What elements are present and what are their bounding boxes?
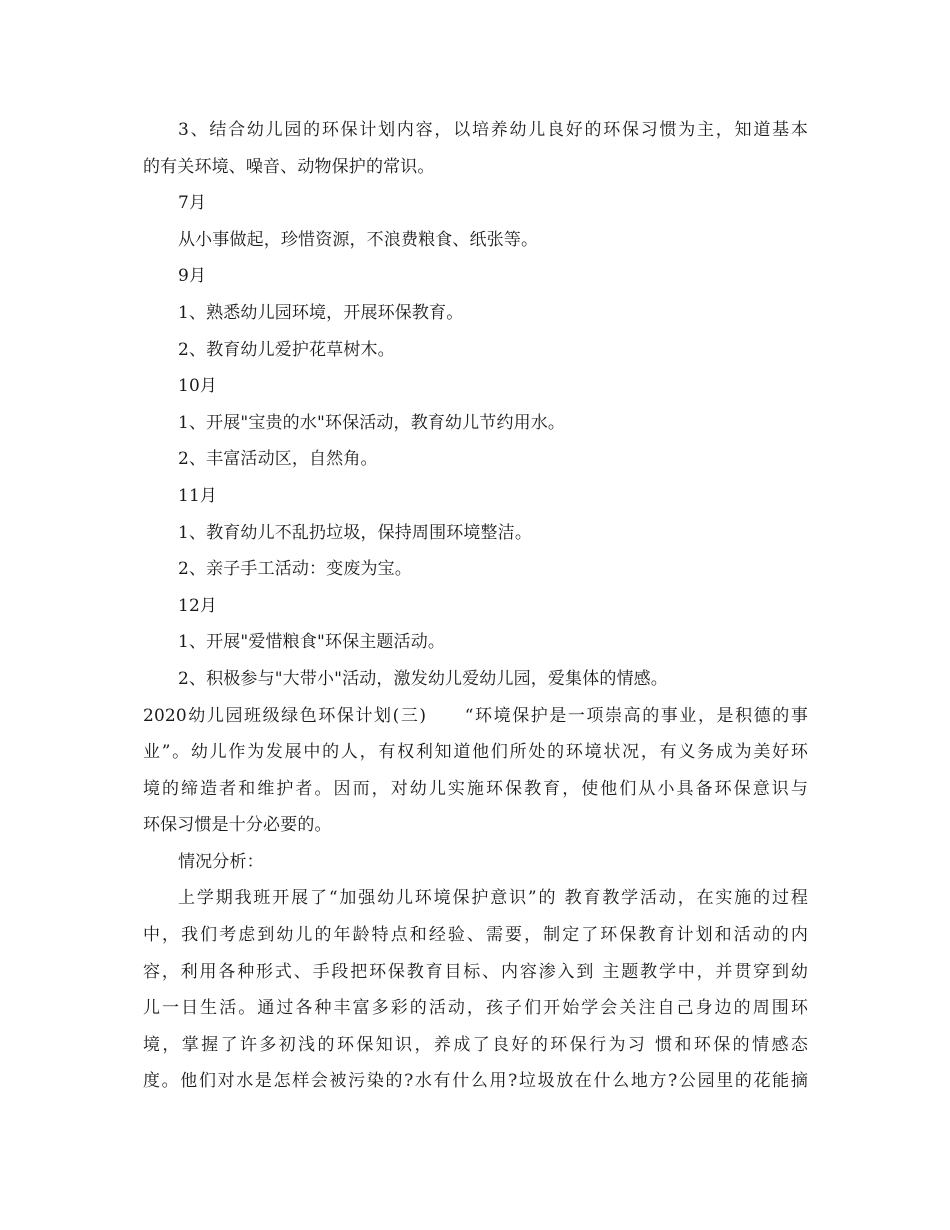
paragraph-line: 容，利用各种形式、手段把环保教育目标、内容渗入到 主题教学中，并贯穿到幼	[143, 961, 808, 982]
list-item: 1、开展"宝贵的水"环保活动，教育幼儿节约用水。	[178, 412, 566, 433]
list-item: 1、开展"爱惜粮食"环保主题活动。	[178, 632, 446, 653]
month-heading: 10月	[178, 376, 218, 397]
paragraph-line: 儿一日生活。通过各种丰富多彩的活动，孩子们开始学会关注自己身边的周围环	[143, 998, 808, 1019]
list-item: 2、亲子手工活动：变废为宝。	[178, 559, 412, 580]
month-heading: 12月	[178, 595, 218, 616]
section-title-line: 2020幼儿园班级绿色环保计划(三) “环境保护是一项崇高的事业，是积德的事	[143, 705, 808, 726]
list-item: 2、丰富活动区，自然角。	[178, 449, 378, 470]
document-body	[143, 112, 808, 1100]
month-heading: 9月	[178, 266, 207, 287]
paragraph-line: 境，掌握了许多初浅的环保知识，养成了良好的环保行为习 惯和环保的情感态	[143, 1034, 808, 1055]
paragraph-line: 业”。幼儿作为发展中的人，有权利知道他们所处的环境状况，有义务成为美好环	[143, 742, 808, 763]
paragraph-line: 度。他们对水是怎样会被污染的?水有什么用?垃圾放在什么地方?公园里的花能摘	[143, 1071, 808, 1092]
paragraph-line: 的有关环境、噪音、动物保护的常识。	[143, 156, 435, 177]
paragraph-line: 3、结合幼儿园的环保计划内容，以培养幼儿良好的环保习惯为主，知道基本	[178, 120, 808, 140]
list-item: 1、教育幼儿不乱扔垃圾，保持周围环境整洁。	[178, 522, 532, 543]
paragraph-line: 境的缔造者和维护者。因而，对幼儿实施环保教育，使他们从小具备环保意识与	[143, 778, 808, 799]
list-item: 2、教育幼儿爱护花草树木。	[178, 339, 395, 360]
paragraph-line: 从小事做起，珍惜资源，不浪费粮食、纸张等。	[178, 229, 539, 250]
month-heading: 7月	[178, 193, 207, 214]
paragraph-line: 上学期我班开展了“加强幼儿环境保护意识”的 教育教学活动，在实施的过程	[178, 888, 808, 909]
list-item: 1、熟悉幼儿园环境，开展环保教育。	[178, 302, 464, 323]
subheading: 情况分析：	[178, 851, 264, 872]
paragraph-line: 中，我们考虑到幼儿的年龄特点和经验、需要，制定了环保教育计划和活动的内	[143, 925, 808, 946]
paragraph-line: 环保习惯是十分必要的。	[143, 815, 332, 836]
month-heading: 11月	[178, 485, 218, 506]
list-item: 2、积极参与"大带小"活动，激发幼儿爱幼儿园，爱集体的情感。	[178, 668, 668, 689]
